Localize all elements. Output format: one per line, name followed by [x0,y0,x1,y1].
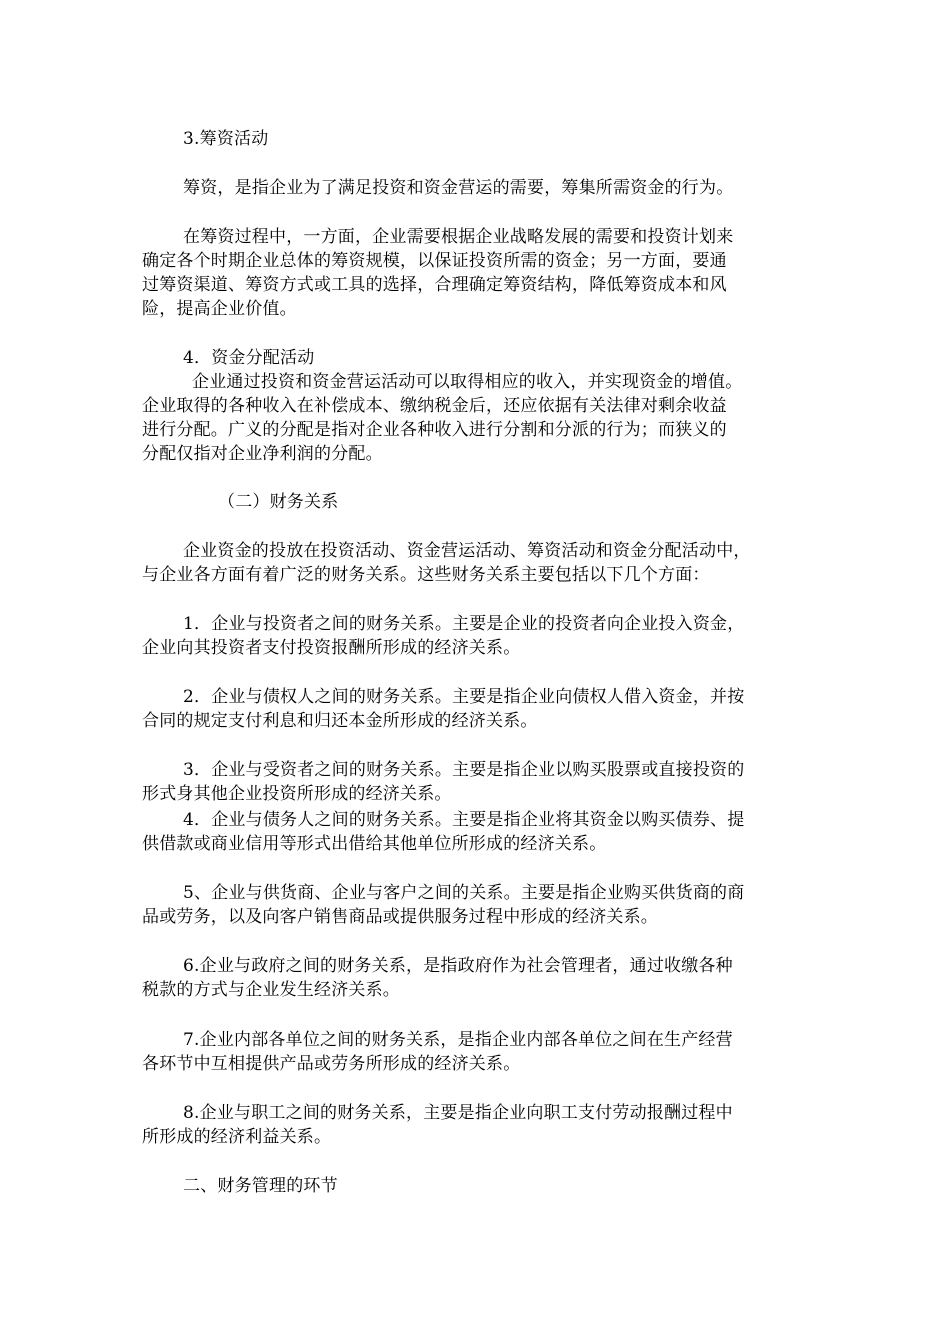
list-item-line: 各环节中互相提供产品或劳务所形成的经济关系。 [142,1054,521,1074]
heading-distribution-activity: 4．资金分配活动 [183,348,315,368]
paragraph-line: 分配仅指对企业净利润的分配。 [142,444,383,464]
list-item-line: 企业向其投资者支付投资报酬所形成的经济关系。 [142,638,521,658]
list-item-line: 所形成的经济利益关系。 [142,1127,332,1147]
paragraph-line: 筹资，是指企业为了满足投资和资金营运的需要，筹集所需资金的行为。 [183,178,734,198]
paragraph-line: 在筹资过程中，一方面，企业需要根据企业战略发展的需要和投资计划来 [183,227,734,247]
list-item-line: 7.企业内部各单位之间的财务关系，是指企业内部各单位之间在生产经营 [183,1030,733,1050]
heading-financing-activity: 3.筹资活动 [183,129,269,149]
list-item-line: 供借款或商业信用等形式出借给其他单位所形成的经济关系。 [142,834,607,854]
paragraph-line: 企业资金的投放在投资活动、资金营运活动、筹资活动和资金分配活动中， [183,541,751,561]
paragraph-line: 与企业各方面有着广泛的财务关系。这些财务关系主要包括以下几个方面： [142,565,710,585]
list-item-line: 3．企业与受资者之间的财务关系。主要是指企业以购买股票或直接投资的 [183,760,745,780]
list-item-line: 税款的方式与企业发生经济关系。 [142,980,400,1000]
paragraph-line: 进行分配。广义的分配是指对企业各种收入进行分割和分派的行为；而狭义的 [142,420,727,440]
list-item-line: 6.企业与政府之间的财务关系，是指政府作为社会管理者，通过收缴各种 [183,956,733,976]
list-item-line: 1．企业与投资者之间的财务关系。主要是企业的投资者向企业投入资金， [183,614,745,634]
list-item-line: 4．企业与债务人之间的财务关系。主要是指企业将其资金以购买债券、提 [183,810,745,830]
section-heading-management-steps: 二、财务管理的环节 [183,1176,338,1196]
list-item-line: 2．企业与债权人之间的财务关系。主要是指企业向债权人借入资金，并按 [183,687,745,707]
paragraph-line: 企业取得的各种收入在补偿成本、缴纳税金后，还应依据有关法律对剩余收益 [142,396,727,416]
paragraph-line: 险，提高企业价值。 [142,299,297,319]
list-item-line: 品或劳务，以及向客户销售商品或提供服务过程中形成的经济关系。 [142,907,658,927]
section-heading-financial-relations: （二）财务关系 [218,492,339,512]
list-item-line: 8.企业与职工之间的财务关系，主要是指企业向职工支付劳动报酬过程中 [183,1103,733,1123]
list-item-line: 5、企业与供货商、企业与客户之间的关系。主要是指企业购买供货商的商 [183,883,745,903]
paragraph-line: 过筹资渠道、筹资方式或工具的选择，合理确定筹资结构，降低筹资成本和风 [142,275,727,295]
paragraph-line: 确定各个时期企业总体的筹资规模，以保证投资所需的资金；另一方面，要通 [142,251,727,271]
list-item-line: 合同的规定支付利息和归还本金所形成的经济关系。 [142,711,538,731]
paragraph-line: 企业通过投资和资金营运活动可以取得相应的收入，并实现资金的增值。 [192,372,743,392]
list-item-line: 形式身其他企业投资所形成的经济关系。 [142,784,452,804]
